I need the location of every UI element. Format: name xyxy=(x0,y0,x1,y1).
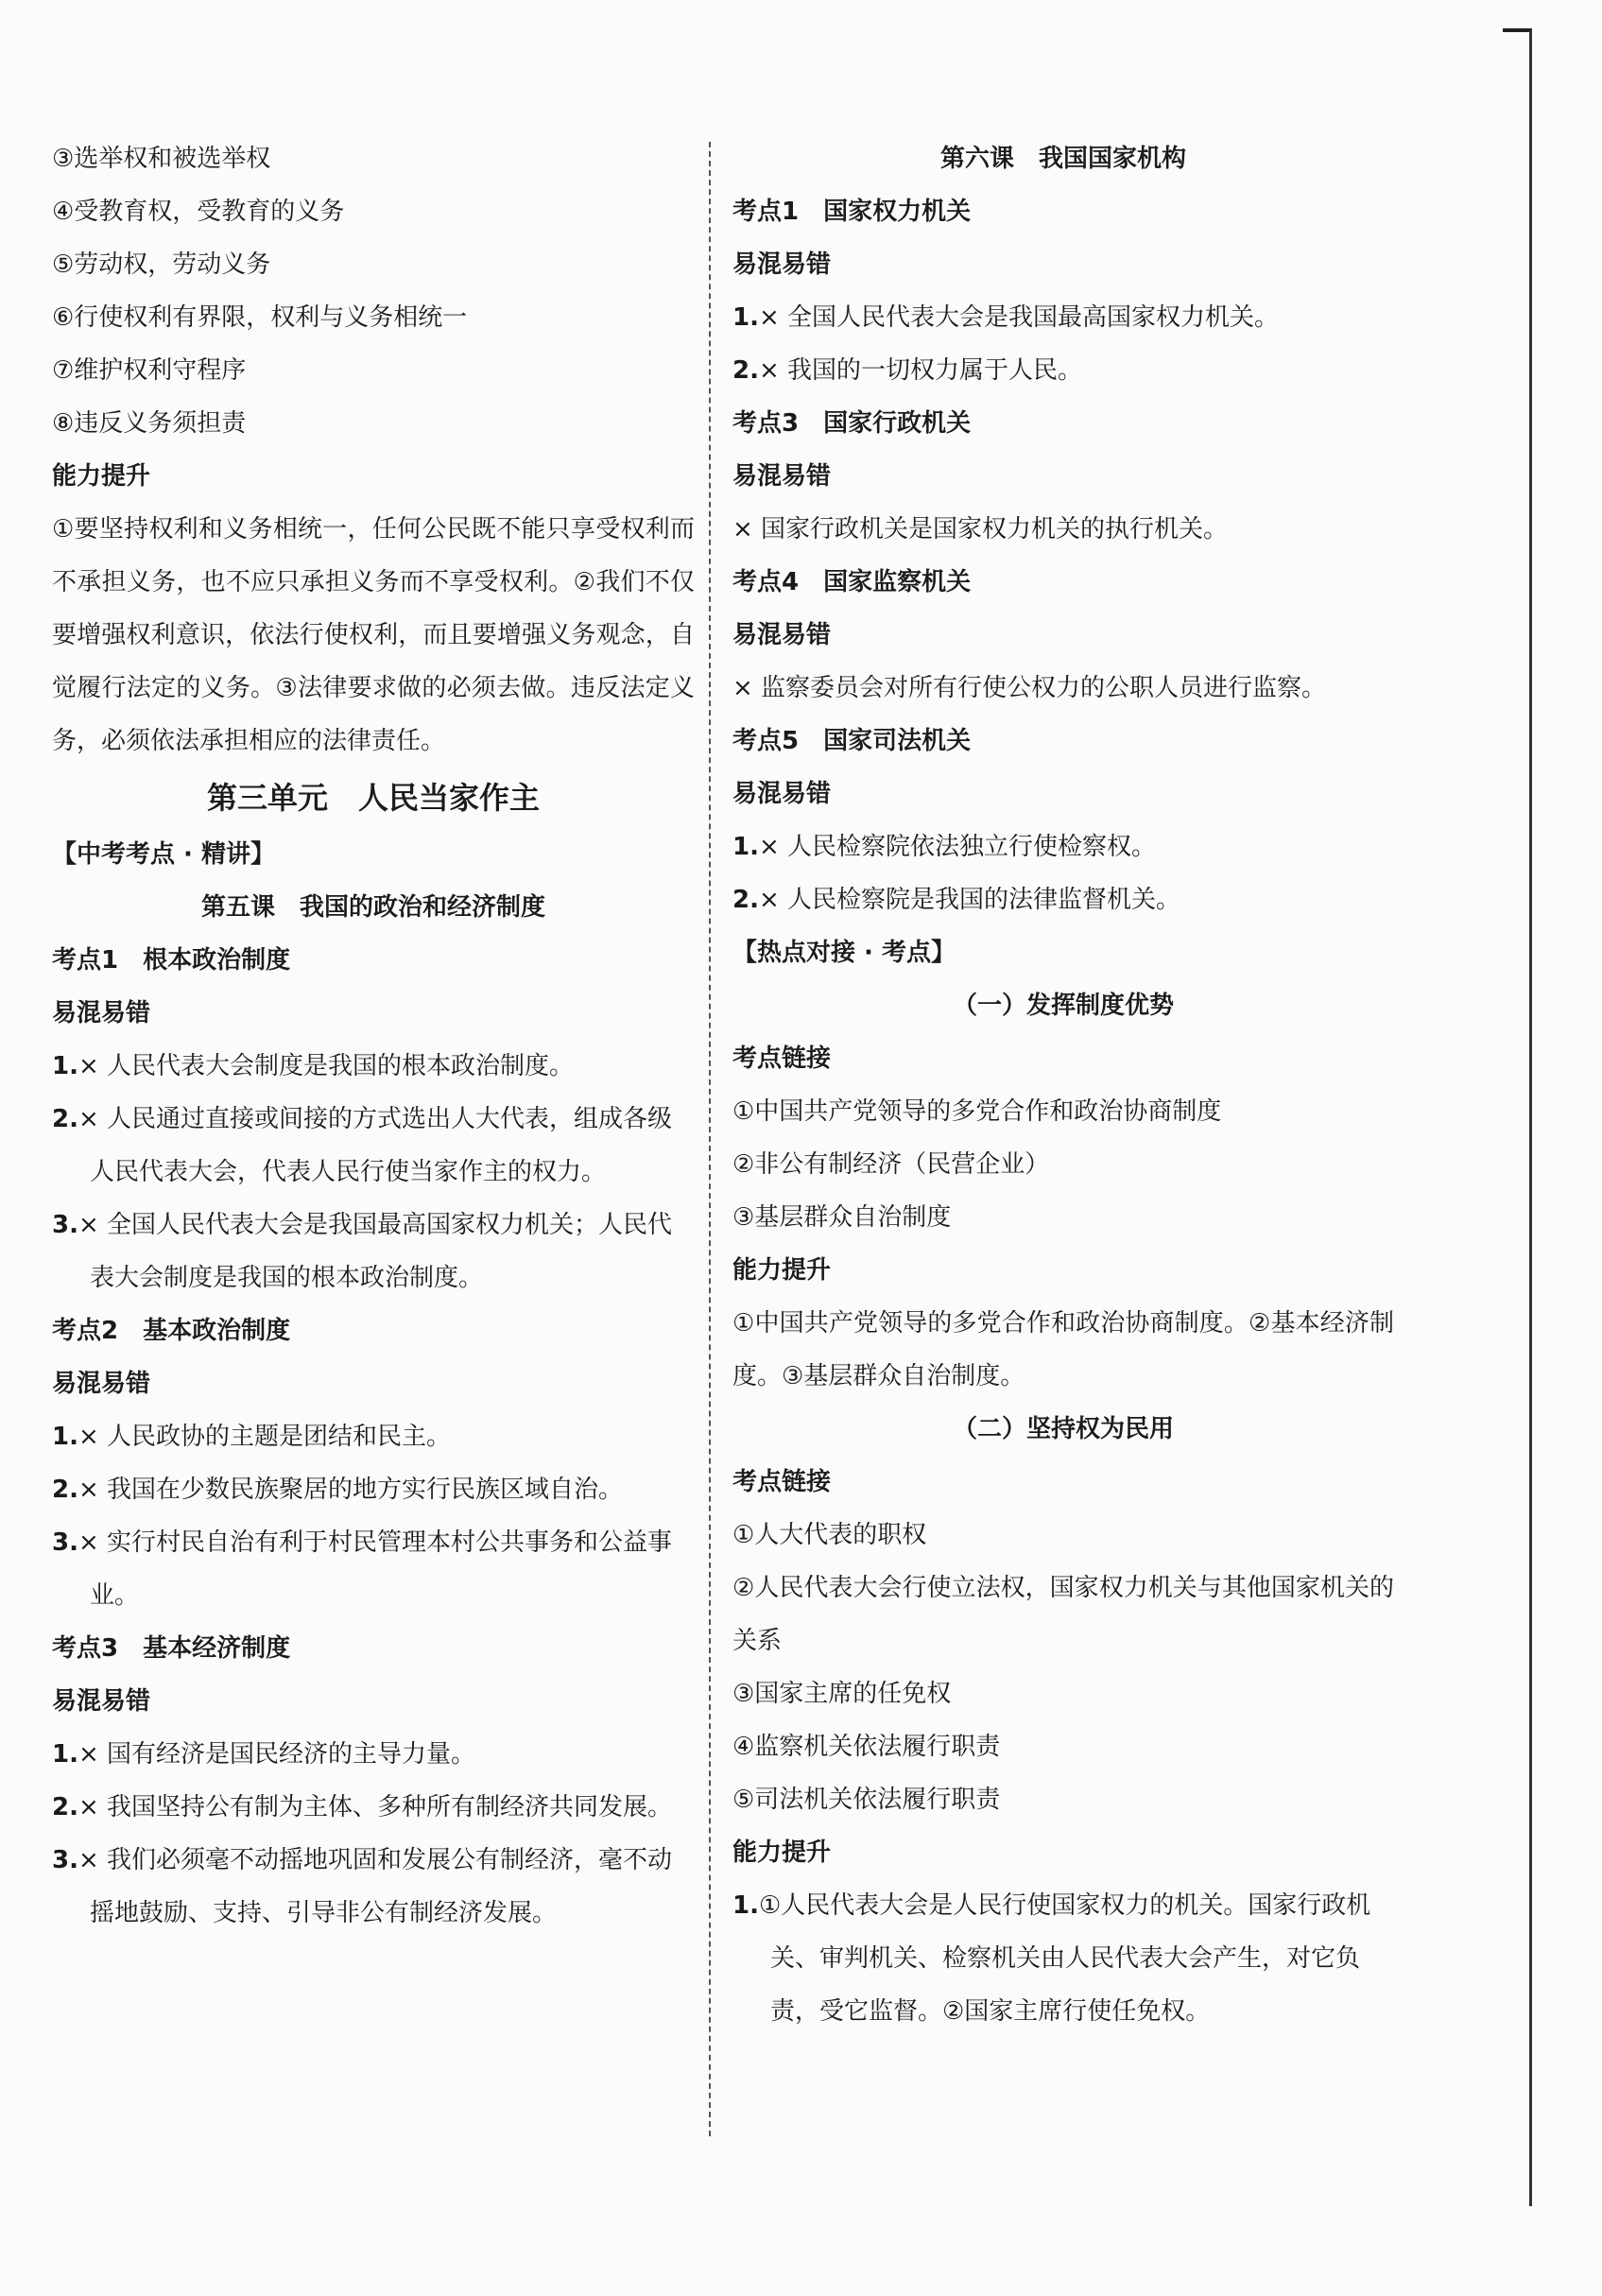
list-item: ②人民代表大会行使立法权，国家权力机关与其他国家机关的关系 xyxy=(732,1574,1394,1655)
kp-title: 考点3 基本经济制度 xyxy=(52,1634,291,1663)
item-text: × 实行村民自治有利于村民管理本村公共事务和公益事业。 xyxy=(78,1528,673,1610)
item-number: 1. xyxy=(732,303,759,332)
ability-heading: 能力提升 xyxy=(52,462,151,491)
kp-title: 考点1 国家权力机关 xyxy=(732,198,972,226)
link-heading: 考点链接 xyxy=(732,1044,832,1073)
unit-title: 第三单元 人民当家作主 xyxy=(206,780,540,816)
item-number: 1. xyxy=(732,833,759,861)
item-text: ①人民代表大会是人民行使国家权力的机关。国家行政机关、审判机关、检察机关由人民代表大会产生，对它负责，受它监督。②国家主席行使任免权。 xyxy=(758,1891,1371,2026)
kp-subheading: 易混易错 xyxy=(732,780,832,808)
kp-title: 考点5 国家司法机关 xyxy=(732,727,972,755)
answer-item xyxy=(52,1410,695,1463)
item-number: 1. xyxy=(52,1423,78,1451)
kp-subheading: 易混易错 xyxy=(52,1370,151,1398)
ability-heading: 能力提升 xyxy=(732,1256,832,1285)
item-number: 3. xyxy=(52,1846,78,1874)
list-item: ①中国共产党领导的多党合作和政治协商制度 xyxy=(732,1097,1222,1126)
ability-text: ①中国共产党领导的多党合作和政治协商制度。②基本经济制度。③基层群众自治制度。 xyxy=(732,1309,1394,1390)
item-text: × 人民政协的主题是团结和民主。 xyxy=(78,1423,452,1451)
answer-item xyxy=(52,1463,695,1516)
kp-subheading: 易混易错 xyxy=(52,1687,151,1716)
lesson-title: 第六课 我国国家机构 xyxy=(939,145,1186,173)
item-number: 3. xyxy=(52,1211,78,1239)
hotspot-title: （一）发挥制度优势 xyxy=(952,992,1174,1020)
page-edge-mark xyxy=(1503,28,1532,2206)
item-number: 1. xyxy=(52,1052,78,1080)
answer-item xyxy=(732,820,1394,873)
item-number: 2. xyxy=(52,1476,78,1504)
list-item: ③基层群众自治制度 xyxy=(732,1203,952,1232)
list-item: ④监察机关依法履行职责 xyxy=(732,1733,1001,1761)
item-text: × 我国的一切权力属于人民。 xyxy=(758,356,1083,385)
kp-title: 考点4 国家监察机关 xyxy=(732,568,972,596)
item-text: × 全国人民代表大会是我国最高国家权力机关。 xyxy=(758,303,1280,332)
list-item: ⑤司法机关依法履行职责 xyxy=(732,1786,1001,1814)
kp-title: 考点2 基本政治制度 xyxy=(52,1317,291,1345)
ability-text: ①要坚持权利和义务相统一，任何公民既不能只享受权利而不承担义务，也不应只承担义务而不享受权利。②我们不仅要增强权利意识，依法行使权利，而且要增强义务观念，自觉履行法定的义务。③法律要求做的必须去做。违反法定义务，必须依法承担相应的法律责任。 xyxy=(52,515,695,755)
item-text: × 我国坚持公有制为主体、多种所有制经济共同发展。 xyxy=(78,1793,673,1821)
kp-title: 考点1 根本政治制度 xyxy=(52,946,291,975)
answer-item xyxy=(732,1879,1394,2038)
section-bracket-heading: 【热点对接 · 考点】 xyxy=(732,939,956,967)
lesson-title: 第五课 我国的政治和经济制度 xyxy=(200,893,545,922)
kp-subheading: 易混易错 xyxy=(52,999,151,1027)
item-number: 2. xyxy=(732,356,759,385)
list-item: ⑥行使权利有界限，权利与义务相统一 xyxy=(52,303,468,332)
answer-text: × 国家行政机关是国家权力机关的执行机关。 xyxy=(732,515,1229,544)
list-item: ③选举权和被选举权 xyxy=(52,145,271,173)
answer-item xyxy=(732,344,1394,397)
item-text: × 国有经济是国民经济的主导力量。 xyxy=(78,1740,476,1769)
item-text: × 我们必须毫不动摇地巩固和发展公有制经济，毫不动摇地鼓励、支持、引导非公有制经济发展。 xyxy=(78,1846,673,1927)
item-text: × 人民通过直接或间接的方式选出人大代表，组成各级人民代表大会，代表人民行使当家作主的权力。 xyxy=(78,1105,673,1186)
list-item: ④受教育权，受教育的义务 xyxy=(52,198,345,226)
hotspot-title: （二）坚持权为民用 xyxy=(952,1415,1174,1443)
left-column xyxy=(52,132,695,1940)
list-item: ②非公有制经济（民营企业） xyxy=(732,1150,1050,1179)
answer-item xyxy=(732,873,1394,926)
answer-item xyxy=(52,1834,695,1940)
answer-item xyxy=(52,1040,695,1093)
item-number: 1. xyxy=(732,1891,759,1920)
answer-item xyxy=(52,1516,695,1622)
column-divider xyxy=(709,142,711,2136)
list-item: ⑧违反义务须担责 xyxy=(52,409,247,438)
right-column xyxy=(732,132,1394,2038)
item-text: × 人民检察院依法独立行使检察权。 xyxy=(758,833,1157,861)
answer-text: × 监察委员会对所有行使公权力的公职人员进行监察。 xyxy=(732,674,1327,702)
answer-item xyxy=(52,1093,695,1199)
item-number: 2. xyxy=(52,1793,78,1821)
kp-subheading: 易混易错 xyxy=(732,462,832,491)
kp-subheading: 易混易错 xyxy=(732,250,832,279)
item-text: × 人民代表大会制度是我国的根本政治制度。 xyxy=(78,1052,575,1080)
answer-item xyxy=(732,291,1394,344)
item-number: 1. xyxy=(52,1740,78,1769)
item-text: × 我国在少数民族聚居的地方实行民族区域自治。 xyxy=(78,1476,624,1504)
item-number: 2. xyxy=(52,1105,78,1133)
section-bracket-heading: 【中考考点 · 精讲】 xyxy=(52,840,275,869)
link-heading: 考点链接 xyxy=(732,1468,832,1496)
list-item: ①人大代表的职权 xyxy=(732,1521,927,1549)
answer-item xyxy=(52,1199,695,1304)
item-number: 3. xyxy=(52,1528,78,1557)
list-item: ⑦维护权利守程序 xyxy=(52,356,247,385)
item-number: 2. xyxy=(732,886,759,914)
answer-item xyxy=(52,1781,695,1834)
list-item: ③国家主席的任免权 xyxy=(732,1680,952,1708)
list-item: ⑤劳动权，劳动义务 xyxy=(52,250,271,279)
answer-item xyxy=(52,1728,695,1781)
item-text: × 人民检察院是我国的法律监督机关。 xyxy=(758,886,1181,914)
item-text: × 全国人民代表大会是我国最高国家权力机关；人民代表大会制度是我国的根本政治制度。 xyxy=(78,1211,673,1292)
ability-heading: 能力提升 xyxy=(732,1839,832,1867)
kp-subheading: 易混易错 xyxy=(732,621,832,649)
kp-title: 考点3 国家行政机关 xyxy=(732,409,972,438)
